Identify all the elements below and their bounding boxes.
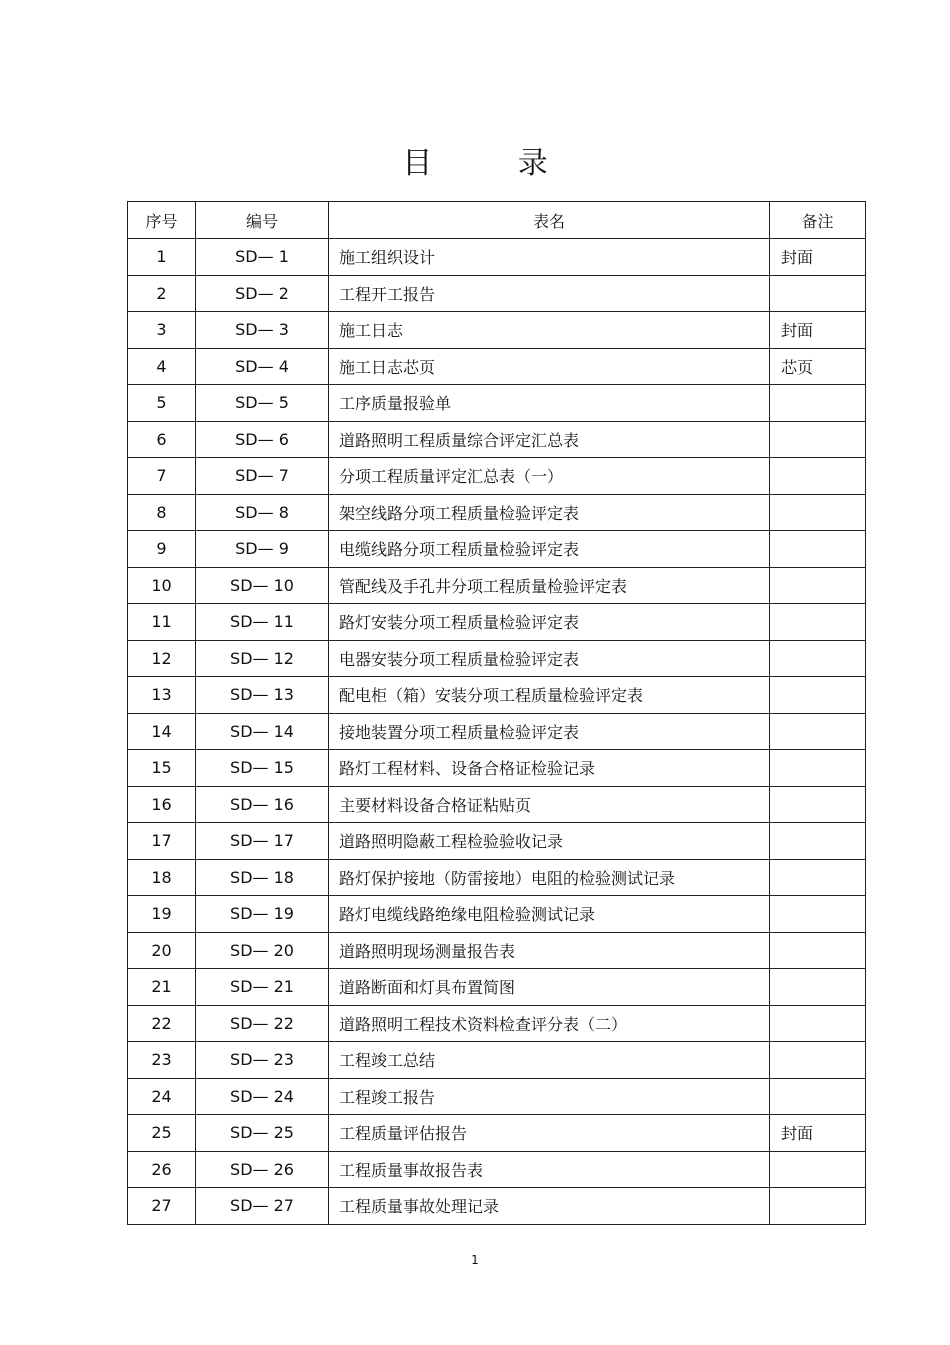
row-form-name: 施工组织设计 (329, 239, 770, 276)
row-number: 11 (128, 604, 196, 641)
row-number: 25 (128, 1115, 196, 1152)
table-header (128, 202, 866, 239)
row-note (770, 1188, 866, 1225)
row-note (770, 1005, 866, 1042)
row-note: 封面 (770, 312, 866, 349)
row-note (770, 786, 866, 823)
row-code: SD— 20 (196, 932, 329, 969)
contents-table (127, 201, 866, 1225)
row-number: 12 (128, 640, 196, 677)
row-number: 2 (128, 275, 196, 312)
row-form-name: 工程竣工总结 (329, 1042, 770, 1079)
row-number: 3 (128, 312, 196, 349)
row-number: 24 (128, 1078, 196, 1115)
table-row (128, 567, 866, 604)
table-row (128, 239, 866, 276)
table-row (128, 713, 866, 750)
row-form-name: 工程质量评估报告 (329, 1115, 770, 1152)
table-row (128, 896, 866, 933)
table-row (128, 1151, 866, 1188)
row-form-name: 道路照明隐蔽工程检验验收记录 (329, 823, 770, 860)
row-note (770, 1042, 866, 1079)
table-row (128, 275, 866, 312)
row-form-name: 配电柜（箱）安装分项工程质量检验评定表 (329, 677, 770, 714)
row-number: 13 (128, 677, 196, 714)
row-form-name: 路灯电缆线路绝缘电阻检验测试记录 (329, 896, 770, 933)
row-form-name: 路灯保护接地（防雷接地）电阻的检验测试记录 (329, 859, 770, 896)
row-note (770, 275, 866, 312)
row-note (770, 896, 866, 933)
row-code: SD— 4 (196, 348, 329, 385)
row-form-name: 电器安装分项工程质量检验评定表 (329, 640, 770, 677)
header-code: 编号 (196, 202, 329, 239)
row-number: 26 (128, 1151, 196, 1188)
row-number: 21 (128, 969, 196, 1006)
row-form-name: 道路照明工程质量综合评定汇总表 (329, 421, 770, 458)
table-row (128, 421, 866, 458)
row-code: SD— 14 (196, 713, 329, 750)
row-code: SD— 8 (196, 494, 329, 531)
table-row (128, 786, 866, 823)
row-note (770, 859, 866, 896)
row-code: SD— 2 (196, 275, 329, 312)
row-note (770, 677, 866, 714)
row-code: SD— 13 (196, 677, 329, 714)
table-row (128, 969, 866, 1006)
row-form-name: 工程质量事故报告表 (329, 1151, 770, 1188)
row-note (770, 494, 866, 531)
row-form-name: 工程质量事故处理记录 (329, 1188, 770, 1225)
row-form-name: 施工日志芯页 (329, 348, 770, 385)
row-code: SD— 18 (196, 859, 329, 896)
row-number: 9 (128, 531, 196, 568)
row-number: 18 (128, 859, 196, 896)
table-row (128, 531, 866, 568)
row-code: SD— 22 (196, 1005, 329, 1042)
row-code: SD— 19 (196, 896, 329, 933)
table-row (128, 1005, 866, 1042)
row-number: 6 (128, 421, 196, 458)
table-row (128, 1042, 866, 1079)
row-form-name: 工序质量报验单 (329, 385, 770, 422)
row-form-name: 道路照明工程技术资料检查评分表（二） (329, 1005, 770, 1042)
header-no: 序号 (128, 202, 196, 239)
row-code: SD— 16 (196, 786, 329, 823)
row-code: SD— 24 (196, 1078, 329, 1115)
table-row (128, 1188, 866, 1225)
row-number: 14 (128, 713, 196, 750)
row-form-name: 路灯安装分项工程质量检验评定表 (329, 604, 770, 641)
row-form-name: 接地装置分项工程质量检验评定表 (329, 713, 770, 750)
row-number: 7 (128, 458, 196, 495)
row-form-name: 电缆线路分项工程质量检验评定表 (329, 531, 770, 568)
row-code: SD— 12 (196, 640, 329, 677)
row-number: 16 (128, 786, 196, 823)
row-form-name: 架空线路分项工程质量检验评定表 (329, 494, 770, 531)
row-code: SD— 5 (196, 385, 329, 422)
row-number: 17 (128, 823, 196, 860)
table-row (128, 385, 866, 422)
header-note: 备注 (770, 202, 866, 239)
row-form-name: 工程竣工报告 (329, 1078, 770, 1115)
row-code: SD— 3 (196, 312, 329, 349)
row-form-name: 管配线及手孔井分项工程质量检验评定表 (329, 567, 770, 604)
table-row (128, 604, 866, 641)
row-number: 8 (128, 494, 196, 531)
table-row (128, 458, 866, 495)
row-note: 封面 (770, 239, 866, 276)
row-note (770, 969, 866, 1006)
row-note (770, 567, 866, 604)
row-note (770, 1151, 866, 1188)
row-form-name: 施工日志 (329, 312, 770, 349)
table-row (128, 312, 866, 349)
row-number: 23 (128, 1042, 196, 1079)
row-code: SD— 10 (196, 567, 329, 604)
row-code: SD— 26 (196, 1151, 329, 1188)
row-number: 15 (128, 750, 196, 787)
row-form-name: 工程开工报告 (329, 275, 770, 312)
row-form-name: 路灯工程材料、设备合格证检验记录 (329, 750, 770, 787)
row-note (770, 1078, 866, 1115)
page-number: 1 (471, 1253, 479, 1267)
row-code: SD— 17 (196, 823, 329, 860)
row-number: 1 (128, 239, 196, 276)
row-note (770, 531, 866, 568)
row-number: 27 (128, 1188, 196, 1225)
row-code: SD— 23 (196, 1042, 329, 1079)
table-row (128, 640, 866, 677)
row-code: SD— 27 (196, 1188, 329, 1225)
row-form-name: 道路断面和灯具布置简图 (329, 969, 770, 1006)
row-number: 10 (128, 567, 196, 604)
row-note: 封面 (770, 1115, 866, 1152)
table-row (128, 932, 866, 969)
row-form-name: 主要材料设备合格证粘贴页 (329, 786, 770, 823)
header-name: 表名 (329, 202, 770, 239)
row-note (770, 932, 866, 969)
row-note (770, 640, 866, 677)
row-code: SD— 1 (196, 239, 329, 276)
table-row (128, 859, 866, 896)
row-code: SD— 9 (196, 531, 329, 568)
header-row (128, 202, 866, 239)
row-code: SD— 6 (196, 421, 329, 458)
table-row (128, 677, 866, 714)
row-number: 19 (128, 896, 196, 933)
row-note (770, 713, 866, 750)
row-note (770, 458, 866, 495)
row-note (770, 385, 866, 422)
row-code: SD— 15 (196, 750, 329, 787)
table-row (128, 494, 866, 531)
row-code: SD— 25 (196, 1115, 329, 1152)
row-code: SD— 11 (196, 604, 329, 641)
row-code: SD— 7 (196, 458, 329, 495)
row-note (770, 750, 866, 787)
row-note (770, 604, 866, 641)
row-form-name: 道路照明现场测量报告表 (329, 932, 770, 969)
table-row (128, 348, 866, 385)
row-number: 5 (128, 385, 196, 422)
table-row (128, 750, 866, 787)
row-number: 22 (128, 1005, 196, 1042)
row-number: 20 (128, 932, 196, 969)
table-row (128, 823, 866, 860)
page-title: 目 录 (402, 146, 586, 181)
row-form-name: 分项工程质量评定汇总表（一） (329, 458, 770, 495)
row-code: SD— 21 (196, 969, 329, 1006)
table-row (128, 1078, 866, 1115)
table-row (128, 1115, 866, 1152)
row-note (770, 421, 866, 458)
row-note (770, 823, 866, 860)
row-note: 芯页 (770, 348, 866, 385)
table-body (128, 239, 866, 1225)
row-number: 4 (128, 348, 196, 385)
